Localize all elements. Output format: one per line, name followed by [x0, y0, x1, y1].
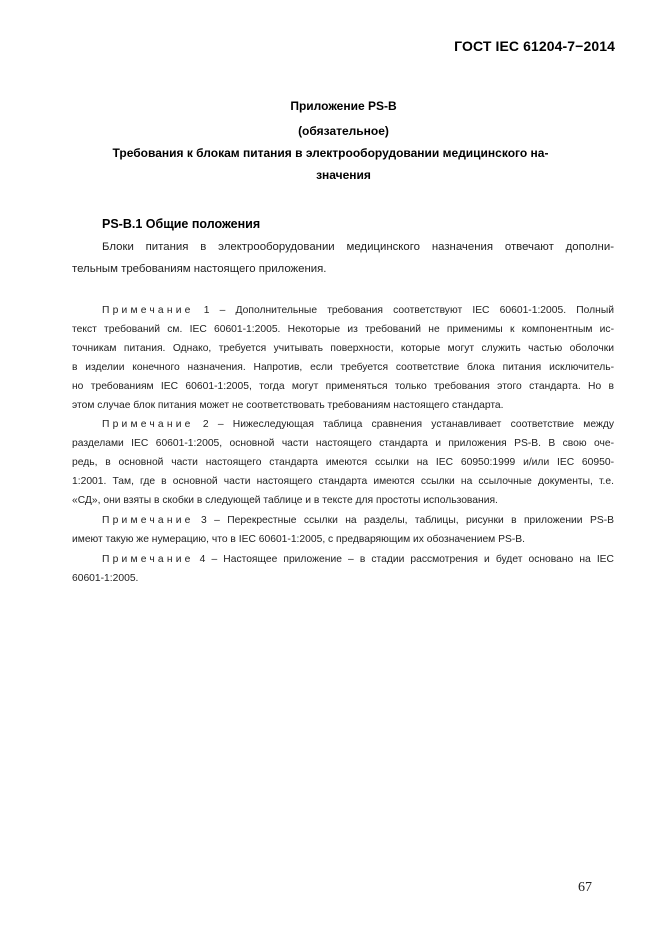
note-1-line-6: этом случае блок питания может не соответствовать требованиям настоящего стандарта.: [72, 400, 504, 411]
note-1-lead: 1 – Дополнительные требования соответствуют IEC 60601-1:2005. Полный: [193, 305, 614, 316]
note-2-lead: 2 – Нижеследующая таблица сравнения устанавливает соответствие между: [193, 419, 614, 430]
note-2-line-5: «СД», они взяты в скобки в следующей таблице и в тексте для простоты использования.: [72, 495, 498, 506]
note-1-line-3: точникам питания. Однако, требуется учитывать поверхности, которые могут служить частью оболочки: [72, 343, 614, 354]
page-number: 67: [578, 880, 592, 895]
note-4-line-1: [72, 554, 614, 565]
section-body-line-2: тельным требованиям настоящего приложения.: [72, 263, 327, 275]
note-4-lead: 4 – Настоящее приложение – в стадии рассмотрения и будет основано на IEC: [193, 554, 614, 565]
note-3-label: Примечание: [102, 515, 194, 526]
note-2-label: Примечание: [102, 419, 194, 430]
note-1-label: Примечание: [102, 305, 194, 316]
section-body-line-1: Блоки питания в электрооборудовании медицинского назначения отвечают дополни-: [102, 241, 614, 253]
note-4-line-2: 60601-1:2005.: [72, 573, 139, 584]
note-1-line-4: в изделии конечного назначения. Напротив, если требуется соответствие блока питания исключитель-: [72, 362, 614, 373]
note-3-line-2: имеют такую же нумерацию, что в IEC 60601-1:2005, с предваряющим их обозначением PS-B.: [72, 534, 526, 545]
note-2-line-4: 1:2001. Там, где в основной части настоящего стандарта имеются ссылки на ссылочные документы, т.е.: [72, 476, 614, 487]
annex-subject-line-1: Требования к блокам питания в электрооборудовании медицинского на-: [112, 146, 549, 160]
note-1-line-2: текст требований см. IEC 60601-1:2005. Некоторые из требований не применимы к компонентным ис-: [72, 324, 614, 335]
note-3-lead: 3 – Перекрестные ссылки на разделы, таблицы, рисунки в приложении PS-B: [193, 515, 614, 526]
note-2-line-3: редь, в основной части настоящего стандарта имеются ссылки на IEC 60950:1999 и/или IEC 60950-: [72, 457, 614, 468]
annex-subject-line-2: значения: [316, 168, 371, 182]
annex-title: Приложение PS-B: [290, 99, 397, 113]
document-standard-header: ГОСТ IEC 61204-7−2014: [454, 38, 615, 54]
note-1-line-1: [72, 305, 614, 316]
note-4-label: Примечание: [102, 554, 194, 565]
note-2-line-2: разделами IEC 60601-1:2005, основной части настоящего стандарта и приложения PS-B. В свою оче-: [72, 438, 614, 449]
note-3-line-1: [72, 515, 614, 526]
annex-status: (обязательное): [298, 124, 389, 138]
note-1-line-5: но требованиям IEC 60601-1:2005, тогда могут применяться только требования этого стандарта. Но в: [72, 381, 614, 392]
note-2-line-1: [72, 419, 614, 430]
section-heading: PS-B.1 Общие положения: [102, 217, 261, 231]
